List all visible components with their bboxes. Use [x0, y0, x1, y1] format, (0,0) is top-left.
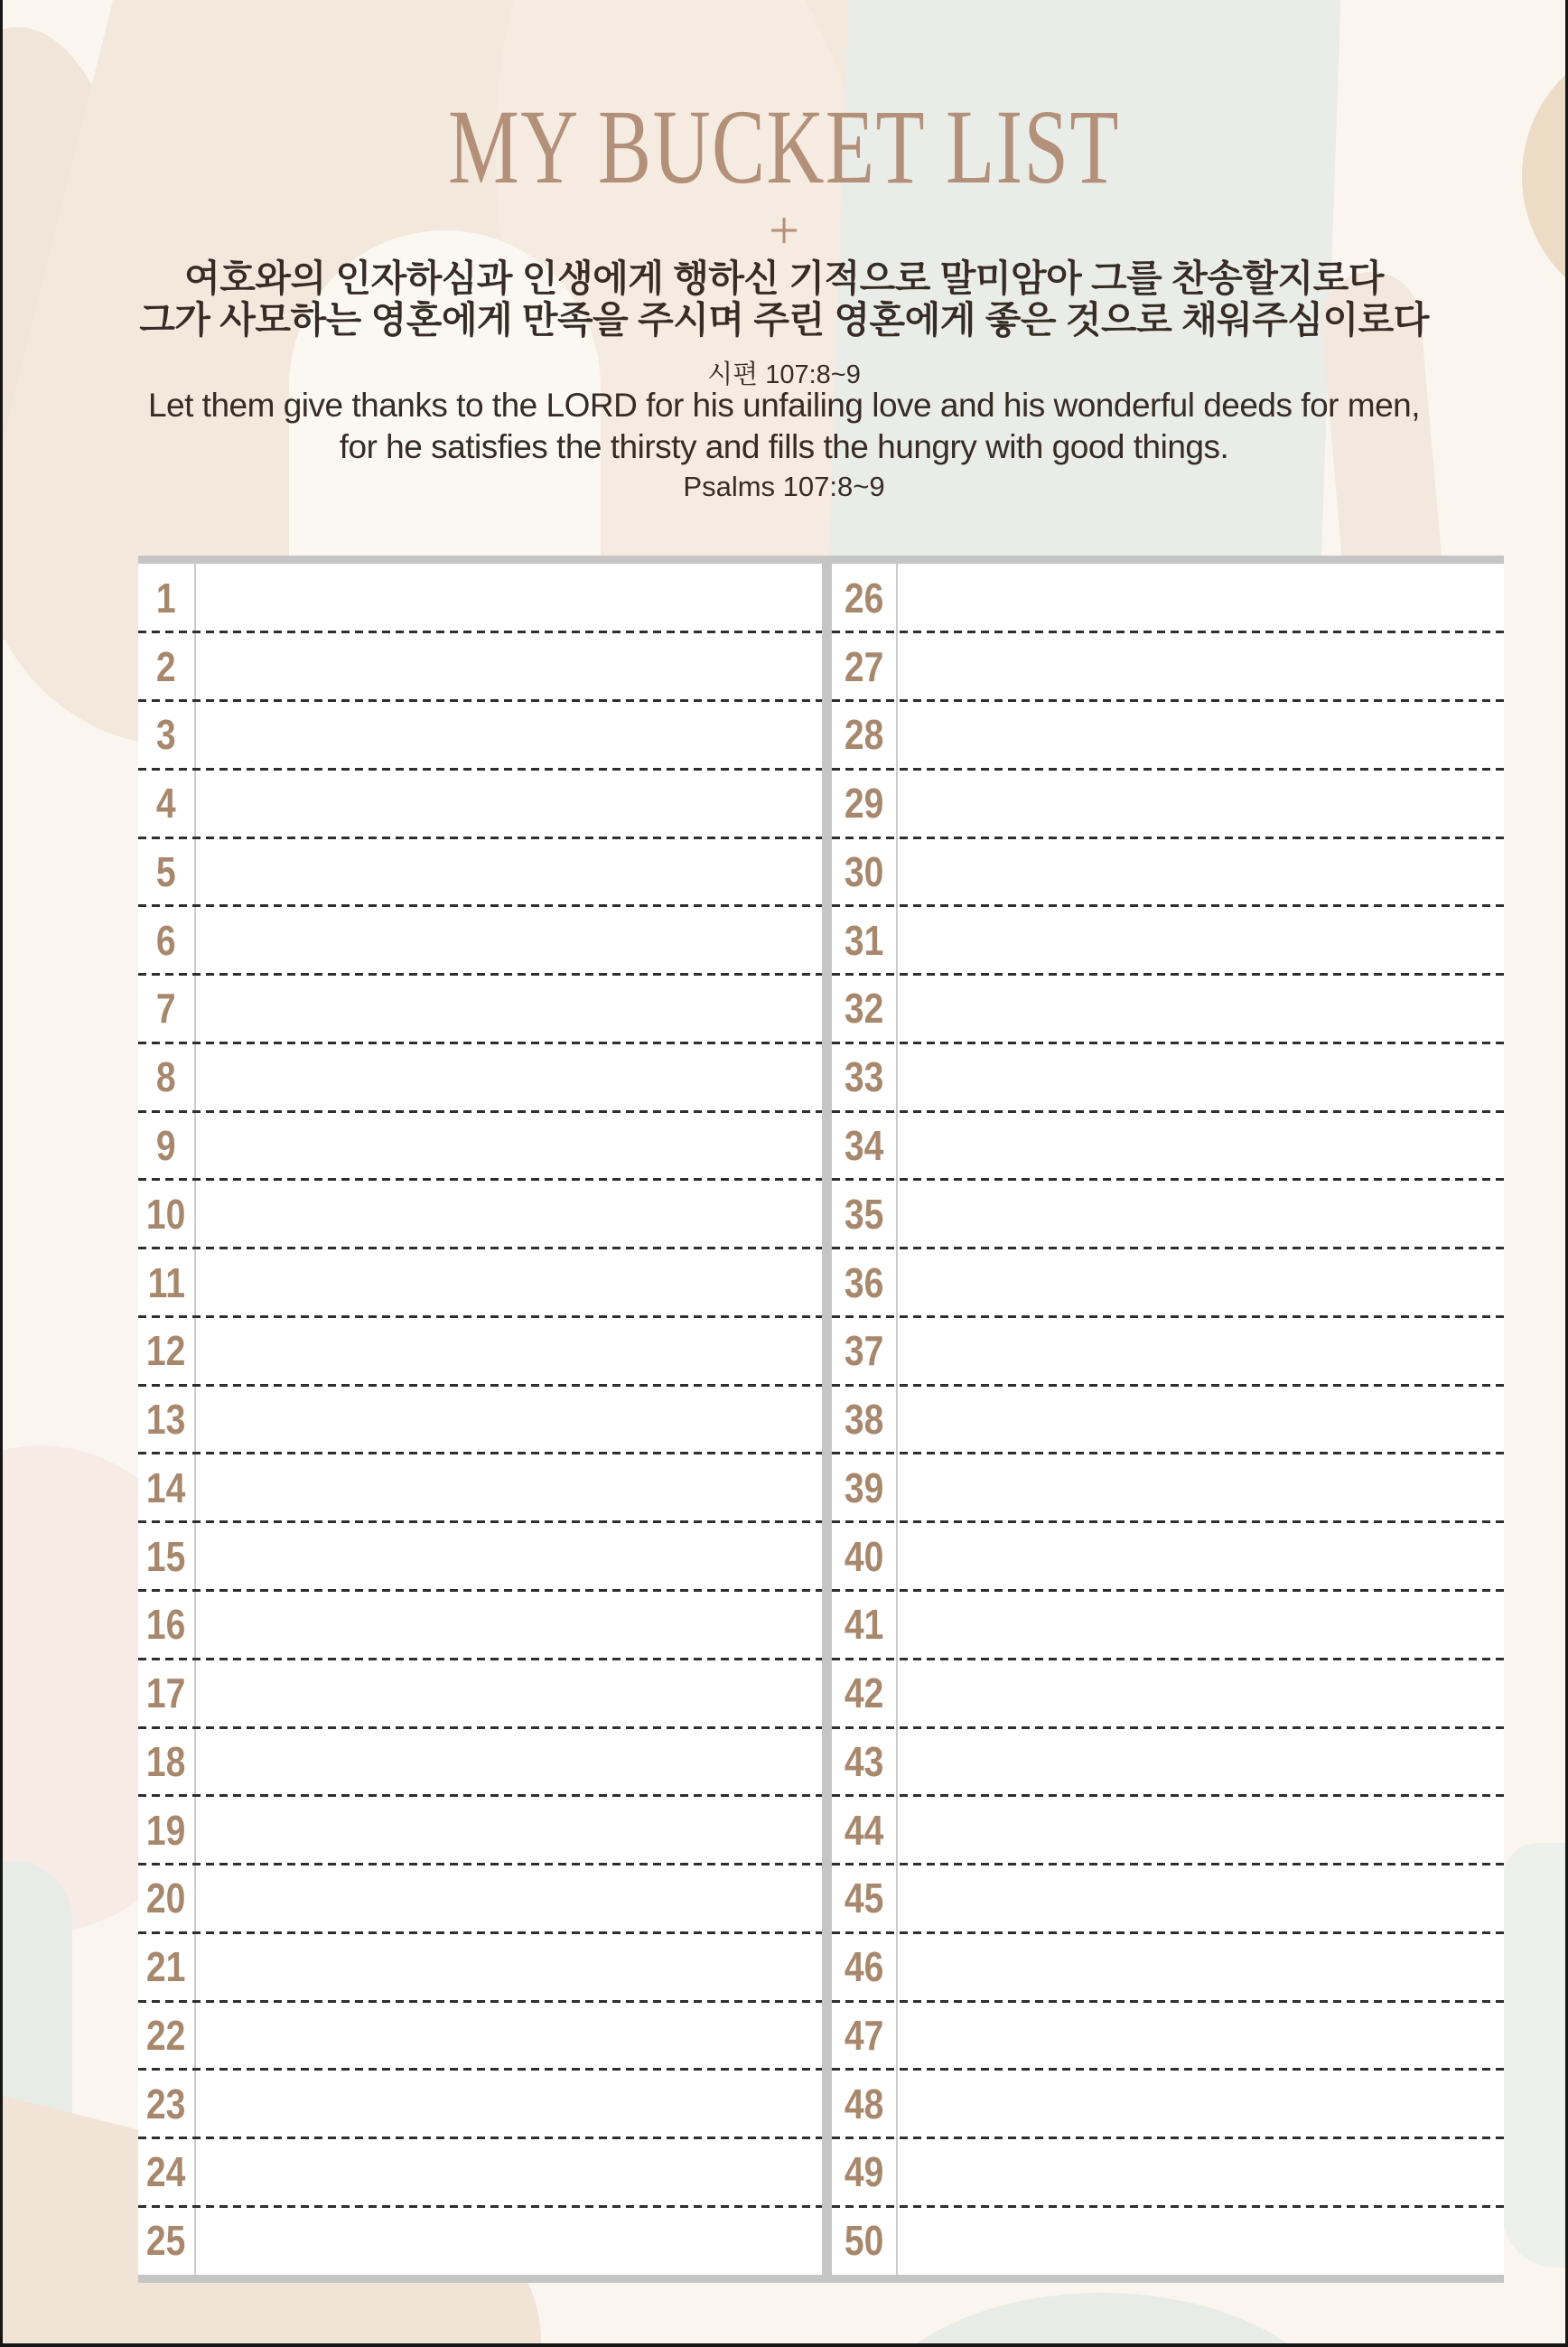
row-number-label: 27: [844, 642, 884, 690]
row-number: [138, 975, 194, 1043]
entry-line[interactable]: [194, 564, 822, 632]
row-number-label: 37: [844, 1327, 884, 1375]
row-number: [832, 1385, 896, 1454]
row-number-label: 45: [844, 1875, 884, 1922]
entry-line[interactable]: [896, 2070, 1504, 2138]
row-number: [138, 2206, 194, 2275]
entry-line[interactable]: [896, 1932, 1504, 2001]
entry-line[interactable]: [194, 2138, 822, 2207]
table-row: [138, 1796, 822, 1865]
row-number-label: 44: [844, 1806, 884, 1854]
verse-reference-korean: 시편 107:8~9: [707, 360, 861, 389]
entry-line[interactable]: [896, 632, 1504, 701]
row-number-label: 19: [146, 1806, 186, 1854]
table-row: [138, 1522, 822, 1591]
table-row: [138, 1590, 822, 1659]
table-row: [832, 1865, 1504, 1933]
row-number-label: 40: [844, 1532, 884, 1580]
entry-line[interactable]: [194, 1248, 822, 1317]
row-number-label: 6: [156, 916, 176, 964]
table-row: [832, 975, 1504, 1043]
table-row: [138, 632, 822, 701]
entry-line[interactable]: [194, 1865, 822, 1933]
entry-line[interactable]: [194, 906, 822, 975]
row-number: [832, 1248, 896, 1317]
table-row: [138, 1180, 822, 1248]
entry-line[interactable]: [896, 1248, 1504, 1317]
entry-line[interactable]: [194, 632, 822, 701]
row-number: [138, 701, 194, 770]
entry-line[interactable]: [194, 1385, 822, 1454]
row-number: [832, 564, 896, 632]
table-row: [832, 2138, 1504, 2207]
row-number-label: 12: [146, 1327, 186, 1375]
row-number: [832, 1727, 896, 1796]
entry-line[interactable]: [896, 1111, 1504, 1180]
row-number: [832, 1180, 896, 1248]
row-number: [138, 1590, 194, 1659]
row-number-label: 14: [146, 1463, 186, 1511]
entry-line[interactable]: [896, 701, 1504, 770]
verse-korean-line2: 그가 사모하는 영혼에게 만족을 주시며 주린 영혼에게 좋은 것으로 채워주심이로다: [139, 299, 1429, 341]
entry-line[interactable]: [194, 975, 822, 1043]
list-column-right: [832, 564, 1504, 2275]
table-row: [832, 1659, 1504, 1727]
bg-sage-strip-bottom-right: [1502, 1843, 1568, 2268]
table-row: [138, 1454, 822, 1522]
row-number: [832, 1043, 896, 1111]
entry-line[interactable]: [896, 1865, 1504, 1933]
table-row: [832, 1180, 1504, 1248]
table-row: [138, 1043, 822, 1111]
row-number: [138, 2070, 194, 2138]
entry-line[interactable]: [194, 1180, 822, 1248]
row-number: [138, 564, 194, 632]
table-row: [832, 632, 1504, 701]
table-row: [138, 2001, 822, 2070]
entry-line[interactable]: [896, 837, 1504, 906]
table-row: [832, 769, 1504, 837]
row-number-label: 18: [146, 1737, 186, 1785]
table-row: [138, 1865, 822, 1933]
row-number: [138, 1385, 194, 1454]
row-number: [832, 2138, 896, 2207]
row-number: [138, 1727, 194, 1796]
entry-line[interactable]: [896, 1043, 1504, 1111]
row-number-label: 39: [844, 1463, 884, 1511]
entry-line[interactable]: [194, 2206, 822, 2275]
entry-line[interactable]: [194, 1796, 822, 1865]
row-number: [832, 769, 896, 837]
row-number: [138, 1522, 194, 1591]
entry-line[interactable]: [194, 837, 822, 906]
entry-line[interactable]: [194, 1590, 822, 1659]
verse-english-line2: for he satisfies the thirsty and fills the hungry with good things.: [339, 428, 1229, 465]
entry-line[interactable]: [896, 1316, 1504, 1385]
table-row: [138, 2138, 822, 2207]
entry-line[interactable]: [896, 1385, 1504, 1454]
table-top-bar: [138, 556, 1504, 564]
row-number: [138, 2001, 194, 2070]
entry-line[interactable]: [896, 564, 1504, 632]
row-number-label: 25: [146, 2217, 186, 2265]
row-number: [832, 701, 896, 770]
row-number: [138, 906, 194, 975]
row-number: [138, 769, 194, 837]
table-row: [832, 1043, 1504, 1111]
row-number: [138, 1932, 194, 2001]
row-number-label: 5: [156, 847, 176, 895]
row-number: [832, 1865, 896, 1933]
table-row: [138, 1111, 822, 1180]
verse-english-line1: Let them give thanks to the LORD for his unfailing love and his wonderful deeds for men,: [147, 387, 1421, 424]
row-number-label: 30: [844, 847, 884, 895]
row-number-label: 49: [844, 2148, 884, 2196]
row-number: [832, 632, 896, 701]
page-title: MY BUCKET LIST: [448, 88, 1120, 206]
row-number: [138, 1248, 194, 1317]
table-row: [138, 564, 822, 632]
table-row: [138, 2070, 822, 2138]
table-row: [138, 1932, 822, 2001]
entry-line[interactable]: [896, 975, 1504, 1043]
entry-line[interactable]: [194, 2070, 822, 2138]
row-number: [832, 2001, 896, 2070]
table-row: [832, 1111, 1504, 1180]
table-row: [832, 1522, 1504, 1591]
row-number: [832, 1522, 896, 1591]
entry-line[interactable]: [896, 2206, 1504, 2275]
row-number: [138, 1111, 194, 1180]
row-number-label: 3: [156, 711, 176, 759]
table-row: [832, 1727, 1504, 1796]
row-number-label: 28: [844, 711, 884, 759]
row-number: [138, 1796, 194, 1865]
table-row: [138, 2206, 822, 2275]
row-number: [832, 1316, 896, 1385]
row-number: [832, 2206, 896, 2275]
row-number: [832, 906, 896, 975]
row-number-label: 50: [844, 2217, 884, 2265]
row-number-label: 32: [844, 985, 884, 1033]
verse-korean-line1: 여호와의 인자하심과 인생에게 행하신 기적으로 말미암아 그를 찬송할지로다: [184, 257, 1384, 299]
entry-line[interactable]: [194, 1043, 822, 1111]
row-number-label: 26: [844, 574, 884, 622]
verse-reference-english: Psalms 107:8~9: [683, 471, 885, 502]
entry-line[interactable]: [896, 2001, 1504, 2070]
row-number: [832, 837, 896, 906]
row-number: [138, 1865, 194, 1933]
row-number: [832, 1111, 896, 1180]
entry-line[interactable]: [194, 701, 822, 770]
table-row: [138, 1248, 822, 1317]
entry-line[interactable]: [896, 1180, 1504, 1248]
row-number-label: 2: [156, 642, 176, 690]
row-number: [832, 1932, 896, 2001]
entry-line[interactable]: [896, 769, 1504, 837]
table-row: [832, 1248, 1504, 1317]
row-number-label: 7: [156, 985, 176, 1033]
row-number-label: 36: [844, 1258, 884, 1306]
row-number-label: 38: [844, 1396, 884, 1444]
entry-line[interactable]: [194, 2001, 822, 2070]
row-number: [832, 1454, 896, 1522]
row-number-label: 41: [844, 1601, 884, 1649]
table-row: [832, 1590, 1504, 1659]
table-row: [832, 2070, 1504, 2138]
row-number-label: 11: [147, 1258, 185, 1306]
bg-sage-blob-bottom: [858, 2293, 1346, 2347]
entry-line[interactable]: [896, 1796, 1504, 1865]
table-row: [138, 1316, 822, 1385]
entry-line[interactable]: [194, 1659, 822, 1727]
table-row: [138, 1659, 822, 1727]
entry-line[interactable]: [194, 1932, 822, 2001]
row-number-label: 16: [146, 1601, 186, 1649]
table-bottom-bar: [138, 2275, 1504, 2283]
entry-line[interactable]: [194, 1316, 822, 1385]
entry-line[interactable]: [194, 769, 822, 837]
row-number-label: 22: [146, 2011, 186, 2059]
entry-line[interactable]: [896, 1590, 1504, 1659]
entry-line[interactable]: [896, 1659, 1504, 1727]
row-number: [138, 1180, 194, 1248]
row-number-label: 34: [844, 1122, 884, 1169]
center-divider-bar: [822, 564, 832, 2275]
row-number: [832, 1796, 896, 1865]
row-number: [138, 2138, 194, 2207]
entry-line[interactable]: [194, 1727, 822, 1796]
table-row: [138, 975, 822, 1043]
row-number-label: 46: [844, 1943, 884, 1991]
row-number-label: 48: [844, 2080, 884, 2127]
table-row: [832, 906, 1504, 975]
row-number: [138, 1043, 194, 1111]
row-number: [832, 2070, 896, 2138]
table-row: [832, 1385, 1504, 1454]
table-body: [138, 564, 1504, 2275]
bucket-list-table: [138, 556, 1504, 2283]
entry-line[interactable]: [194, 1454, 822, 1522]
row-number-label: 10: [146, 1190, 186, 1238]
row-number-label: 24: [146, 2148, 186, 2196]
table-row: [832, 2001, 1504, 2070]
row-number-label: 4: [156, 780, 176, 828]
row-number-label: 17: [146, 1669, 186, 1717]
table-row: [832, 564, 1504, 632]
entry-line[interactable]: [896, 906, 1504, 975]
entry-line[interactable]: [194, 1522, 822, 1591]
row-number: [138, 1316, 194, 1385]
table-row: [138, 1385, 822, 1454]
table-row: [832, 837, 1504, 906]
row-number-label: 20: [146, 1875, 186, 1922]
row-number-label: 29: [844, 780, 884, 828]
table-row: [138, 906, 822, 975]
entry-line[interactable]: [896, 1727, 1504, 1796]
row-number: [138, 1454, 194, 1522]
row-number: [832, 1590, 896, 1659]
row-number-label: 42: [844, 1669, 884, 1717]
table-row: [138, 1727, 822, 1796]
row-number: [138, 1659, 194, 1727]
row-number: [138, 632, 194, 701]
table-row: [832, 1454, 1504, 1522]
list-column-left: [138, 564, 822, 2275]
row-number: [832, 975, 896, 1043]
row-number-label: 23: [146, 2080, 186, 2127]
row-number-label: 21: [146, 1943, 186, 1991]
row-number-label: 33: [844, 1053, 884, 1101]
entry-line[interactable]: [896, 2138, 1504, 2207]
entry-line[interactable]: [896, 1454, 1504, 1522]
entry-line[interactable]: [194, 1111, 822, 1180]
table-row: [832, 2206, 1504, 2275]
plus-divider-symbol: +: [769, 201, 799, 260]
row-number-label: 8: [156, 1053, 176, 1101]
row-number-label: 43: [844, 1737, 884, 1785]
table-row: [832, 1316, 1504, 1385]
row-number-label: 47: [844, 2011, 884, 2059]
row-number: [138, 837, 194, 906]
table-row: [138, 701, 822, 770]
entry-line[interactable]: [896, 1522, 1504, 1591]
row-number-label: 1: [156, 574, 176, 622]
row-number: [832, 1659, 896, 1727]
table-row: [138, 837, 822, 906]
table-row: [832, 1932, 1504, 2001]
row-number-label: 15: [146, 1532, 186, 1580]
table-row: [832, 701, 1504, 770]
row-number-label: 9: [156, 1122, 176, 1169]
row-number-label: 35: [844, 1190, 884, 1238]
row-number-label: 13: [146, 1396, 186, 1444]
row-number-label: 31: [844, 916, 884, 964]
table-row: [138, 769, 822, 837]
table-row: [832, 1796, 1504, 1865]
